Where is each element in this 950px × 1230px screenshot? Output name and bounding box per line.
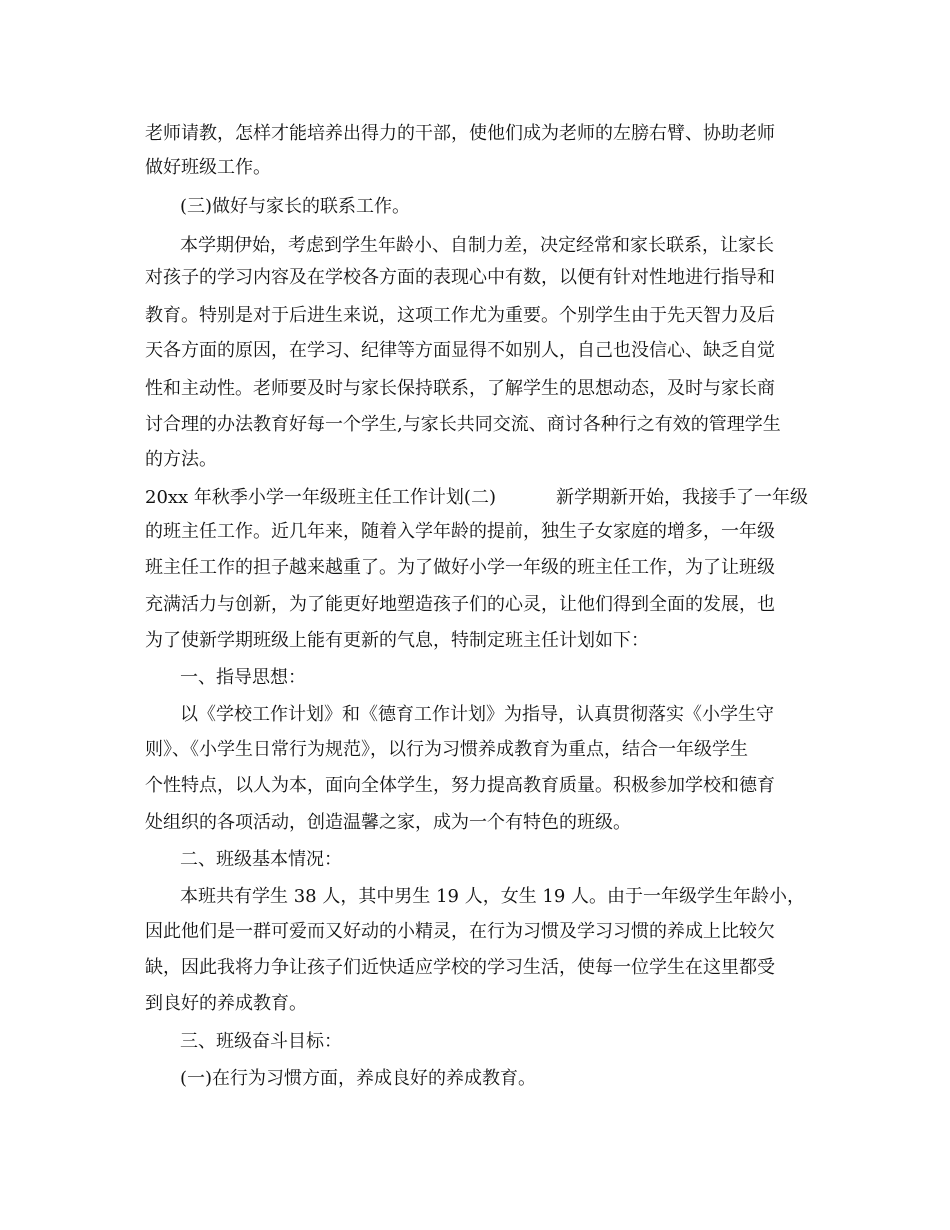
section-heading: (一)在行为习惯方面，养成良好的养成教育。 — [180, 1068, 537, 1089]
paragraph-line: 为了使新学期班级上能有更新的气息，特制定班主任计划如下： — [145, 630, 649, 651]
paragraph-line: 则》、《小学生日常行为规范》，以行为习惯养成教育为重点，结合一年级学生 — [145, 739, 748, 760]
paragraph-line: 的方法。 — [145, 449, 217, 470]
paragraph-line: 讨合理的办法教育好每一个学生,与家长共同交流、商讨各种行之有效的管理学生 — [145, 414, 781, 435]
paragraph-line: 对孩子的学习内容及在学校各方面的表现心中有数，以便有针对性地进行指导和 — [145, 267, 775, 288]
paragraph-line: 到良好的养成教育。 — [145, 993, 307, 1014]
paragraph-line: 本班共有学生 38 人，其中男生 19 人，女生 19 人。由于一年级学生年龄小， — [180, 886, 806, 907]
paragraph-line: 个性特点，以人为本，面向全体学生，努力提高教育质量。积极参加学校和德育 — [145, 775, 775, 796]
document-title-line — [145, 487, 808, 509]
section-heading: 三、班级奋斗目标： — [180, 1031, 342, 1052]
paragraph-line: 教育。特别是对于后进生来说，这项工作尤为重要。个别学生由于先天智力及后 — [145, 305, 775, 326]
paragraph-line: 因此他们是一群可爱而又好动的小精灵，在行为习惯及学习习惯的养成上比较欠 — [145, 921, 775, 942]
paragraph-line: 班主任工作的担子越来越重了。为了做好小学一年级的班主任工作，为了让班级 — [145, 557, 775, 578]
paragraph-line: 以《学校工作计划》和《德育工作计划》为指导，认真贯彻落实《小学生守 — [180, 704, 774, 725]
paragraph-line: 本学期伊始，考虑到学生年龄小、自制力差，决定经常和家长联系，让家长 — [180, 235, 774, 256]
paragraph-line: 缺，因此我将力争让孩子们近快适应学校的学习生活，使每一位学生在这里都受 — [145, 957, 775, 978]
paragraph-line: 天各方面的原因，在学习、纪律等方面显得不如别人，自己也没信心、缺乏自觉 — [145, 340, 775, 361]
paragraph-line: 的班主任工作。近几年来，随着入学年龄的提前，独生子女家庭的增多，一年级 — [145, 521, 775, 542]
section-heading: 二、班级基本情况： — [180, 849, 342, 870]
paragraph-line: 老师请教，怎样才能培养出得力的干部，使他们成为老师的左膀右臂、协助老师 — [145, 123, 775, 144]
paragraph-line: 性和主动性。老师要及时与家长保持联系，了解学生的思想动态，及时与家长商 — [145, 378, 775, 399]
paragraph-line: 做好班级工作。 — [145, 157, 271, 178]
paragraph-line: 充满活力与创新，为了能更好地塑造孩子们的心灵，让他们得到全面的发展，也 — [145, 594, 775, 615]
section-heading: (三)做好与家长的联系工作。 — [180, 196, 411, 217]
section-heading: 一、指导思想： — [180, 667, 306, 688]
document-title: 20xx 年秋季小学一年级班主任工作计划(二) — [145, 487, 496, 508]
paragraph-line: 处组织的各项活动，创造温馨之家，成为一个有特色的班级。 — [145, 812, 631, 833]
paragraph-line: 新学期新开始，我接手了一年级 — [555, 487, 808, 508]
